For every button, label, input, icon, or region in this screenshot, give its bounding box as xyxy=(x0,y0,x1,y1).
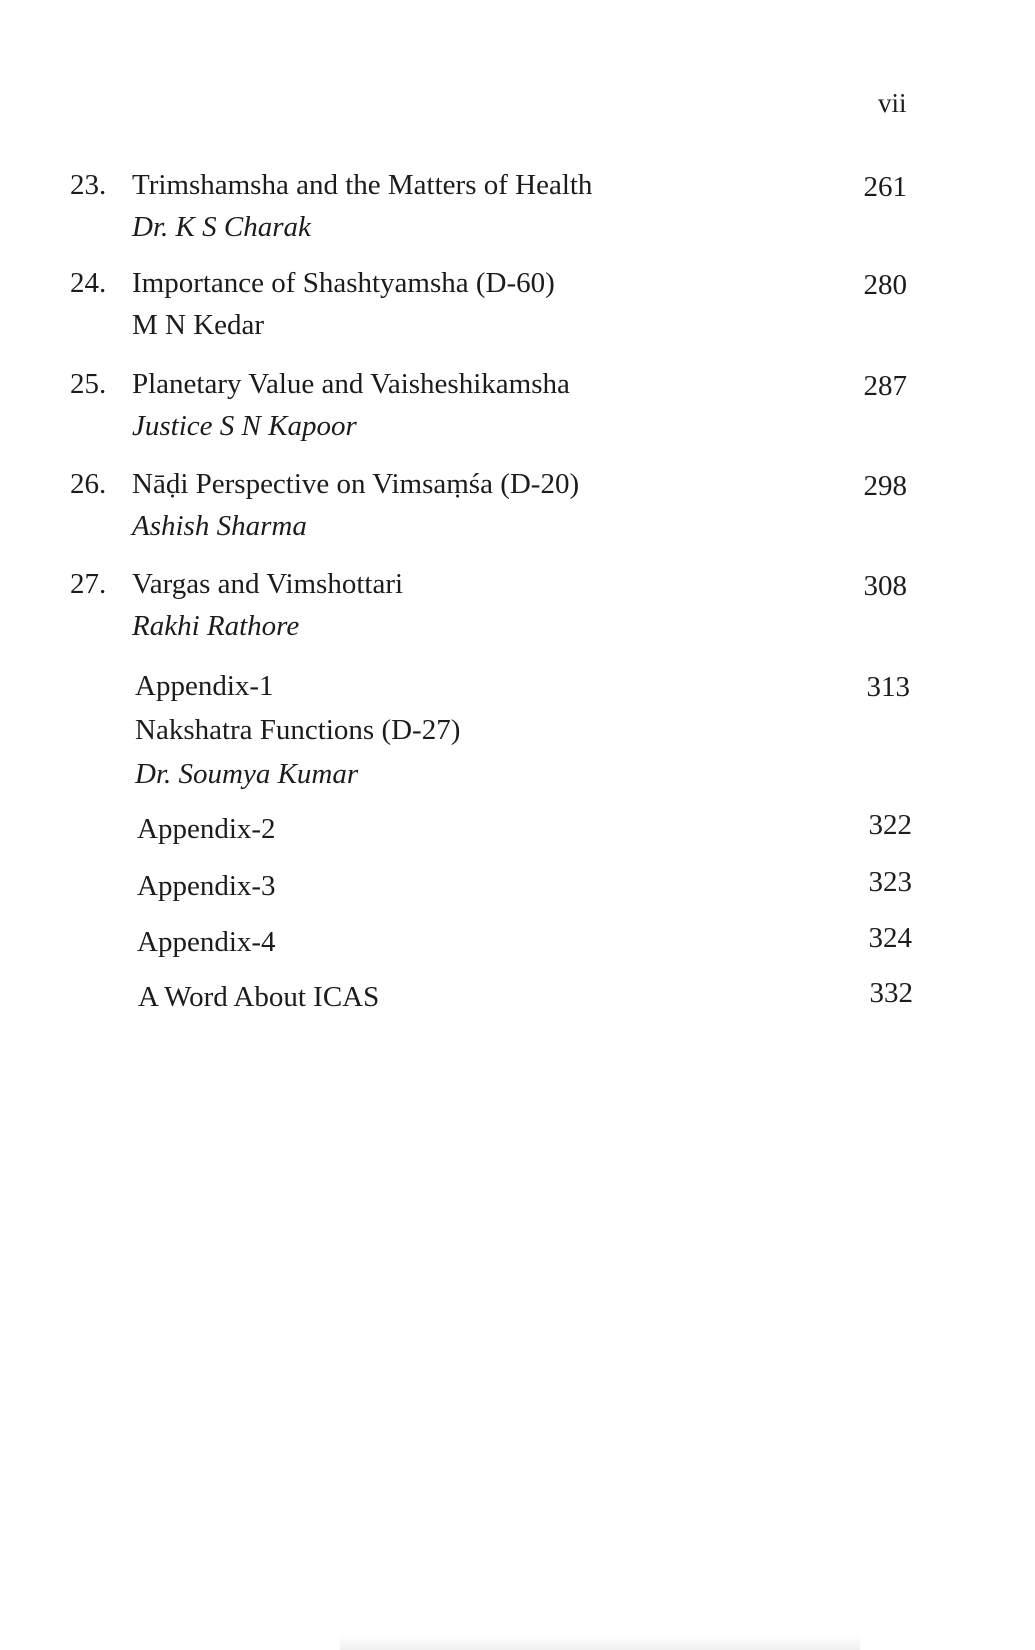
chapter-body xyxy=(132,563,772,647)
page-number: 308 xyxy=(863,570,907,602)
page-number: 287 xyxy=(863,370,907,402)
chapter-body xyxy=(132,463,772,547)
appendix-body xyxy=(135,664,775,796)
chapter-body xyxy=(132,164,772,248)
appendix-body xyxy=(137,808,777,850)
chapter-author: M N Kedar xyxy=(132,309,265,341)
appendix-body xyxy=(138,976,778,1018)
chapter-number: 25. xyxy=(70,368,107,400)
appendix-label: Appendix-2 xyxy=(137,813,276,845)
chapter-author: Dr. K S Charak xyxy=(132,211,311,243)
appendix-label: Appendix-1 xyxy=(135,670,274,702)
appendix-label: Appendix-4 xyxy=(137,926,276,958)
chapter-number: 27. xyxy=(70,568,107,600)
chapter-author: Ashish Sharma xyxy=(132,510,307,542)
page-number: 261 xyxy=(863,171,907,203)
page-number: 332 xyxy=(869,977,913,1009)
chapter-number: 24. xyxy=(70,267,107,299)
chapter-title: Trimshamsha and the Matters of Health xyxy=(132,169,593,201)
appendix-author: Dr. Soumya Kumar xyxy=(135,758,359,790)
page-number: 313 xyxy=(866,671,910,703)
chapter-number: 23. xyxy=(70,169,107,201)
chapter-author: Justice S N Kapoor xyxy=(132,410,357,442)
page-folio: vii xyxy=(878,88,907,118)
page-edge-shadow xyxy=(340,1636,860,1650)
appendix-body xyxy=(137,921,777,963)
chapter-title: Vargas and Vimshottari xyxy=(132,568,404,600)
chapter-title: Importance of Shashtyamsha (D-60) xyxy=(132,267,555,299)
appendix-label: Appendix-3 xyxy=(137,870,276,902)
section-label: A Word About ICAS xyxy=(138,981,380,1013)
appendix-title: Nakshatra Functions (D-27) xyxy=(135,714,461,746)
page-number: 280 xyxy=(863,269,907,301)
chapter-title: Planetary Value and Vaisheshikamsha xyxy=(132,368,570,400)
appendix-body xyxy=(137,865,777,907)
page-number: 323 xyxy=(868,866,912,898)
page-number: 324 xyxy=(868,922,912,954)
chapter-author: Rakhi Rathore xyxy=(132,610,300,642)
chapter-title: Nāḍi Perspective on Vimsaṃśa (D-20) xyxy=(132,468,580,500)
chapter-number: 26. xyxy=(70,468,107,500)
page-number: 322 xyxy=(868,809,912,841)
page-number: 298 xyxy=(863,470,907,502)
chapter-body xyxy=(132,363,772,447)
chapter-body xyxy=(132,262,772,346)
